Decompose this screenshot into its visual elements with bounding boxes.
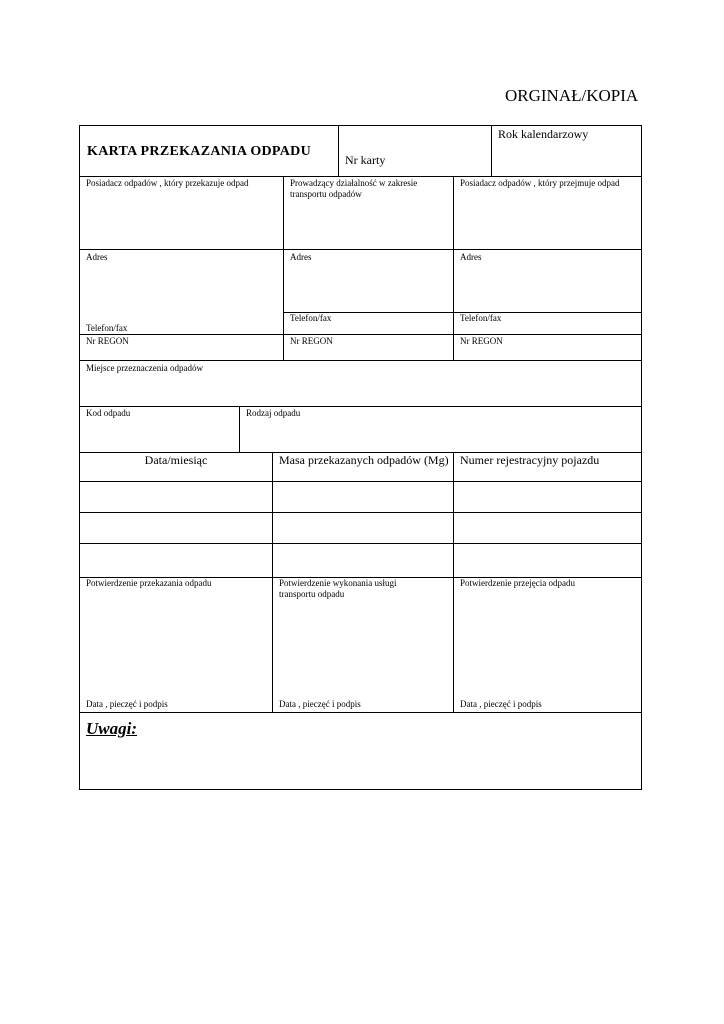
phone-cell-1[interactable] (80, 313, 284, 334)
transporter-label: Prowadzący działalność w zakresie transportu odpadów (290, 178, 418, 199)
waste-type-cell[interactable] (240, 407, 641, 452)
address-label-2: Adres (290, 252, 312, 262)
address-label-3: Adres (460, 252, 482, 262)
transport-sign-label: Data , pieczęć i podpis (279, 699, 361, 709)
holder-transferring-cell[interactable] (80, 177, 284, 249)
transfer-confirmation-cell[interactable] (80, 578, 273, 712)
calendar-year-label: Rok kalendarzowy (498, 127, 589, 141)
table-cell-date[interactable] (80, 544, 273, 577)
regon-row (80, 335, 641, 361)
regon-label-1: Nr REGON (86, 336, 129, 346)
waste-transfer-form (79, 125, 642, 790)
regon-cell-1[interactable] (80, 335, 284, 360)
address-cell-1[interactable] (80, 250, 284, 313)
destination-label: Miejsce przeznaczenia odpadów (86, 363, 203, 373)
table-cell-plate[interactable] (454, 544, 641, 577)
confirmations-row (80, 578, 641, 713)
transport-confirmation-label: Potwierdzenie wykonania usługi transportu odpadu (279, 578, 397, 599)
calendar-year-cell[interactable] (492, 126, 641, 176)
phone-cell-2[interactable] (284, 313, 454, 334)
regon-label-2: Nr REGON (290, 336, 333, 346)
transporter-cell[interactable] (284, 177, 454, 249)
card-number-cell[interactable] (339, 126, 492, 176)
phone-label-1: Telefon/fax (86, 323, 128, 333)
address-cell-2[interactable] (284, 250, 454, 313)
title-cell (80, 126, 339, 176)
form-header-row (80, 126, 641, 177)
phone-row (80, 313, 641, 335)
receipt-confirmation-cell[interactable] (454, 578, 641, 712)
address-row (80, 250, 641, 313)
waste-code-cell[interactable] (80, 407, 240, 452)
transfer-sign-label: Data , pieczęć i podpis (86, 699, 168, 709)
phone-label-3: Telefon/fax (460, 313, 502, 323)
table-cell-plate[interactable] (454, 482, 641, 512)
copy-mark: ORGINAŁ/KOPIA (505, 86, 639, 105)
table-cell-date[interactable] (80, 513, 273, 543)
table-row (80, 544, 641, 578)
mass-header: Masa przekazanych odpadów (Mg) (279, 453, 449, 467)
address-label-1: Adres (86, 252, 108, 262)
table-cell-mass[interactable] (273, 513, 454, 543)
phone-label-2: Telefon/fax (290, 313, 332, 323)
form-title: KARTA PRZEKAZANIA ODPADU (87, 144, 311, 159)
destination-row[interactable] (80, 361, 641, 407)
transport-confirmation-cell[interactable] (273, 578, 454, 712)
holder-transferring-label: Posiadacz odpadów , który przekazuje odpad (86, 178, 249, 188)
transfer-confirmation-label: Potwierdzenie przekazania odpadu (86, 578, 212, 588)
waste-type-label: Rodzaj odpadu (246, 408, 301, 418)
receipt-sign-label: Data , pieczęć i podpis (460, 699, 542, 709)
table-header-row (80, 453, 641, 482)
table-cell-date[interactable] (80, 482, 273, 512)
table-cell-plate[interactable] (454, 513, 641, 543)
phone-cell-3[interactable] (454, 313, 641, 334)
remarks-row[interactable] (80, 713, 641, 789)
regon-cell-2[interactable] (284, 335, 454, 360)
table-header-mass (273, 453, 454, 481)
plate-number-header: Numer rejestracyjny pojazdu (460, 453, 600, 467)
regon-label-3: Nr REGON (460, 336, 503, 346)
table-header-date (80, 453, 273, 481)
parties-row (80, 177, 641, 250)
table-cell-mass[interactable] (273, 482, 454, 512)
remarks-label: Uwagi: (86, 719, 137, 738)
table-header-plate (454, 453, 641, 481)
date-month-header: Data/miesiąc (144, 453, 208, 467)
address-cell-3[interactable] (454, 250, 641, 313)
regon-cell-3[interactable] (454, 335, 641, 360)
waste-code-label: Kod odpadu (86, 408, 131, 418)
table-cell-mass[interactable] (273, 544, 454, 577)
receipt-confirmation-label: Potwierdzenie przejęcia odpadu (460, 578, 575, 588)
waste-row (80, 407, 641, 453)
card-number-label: Nr karty (345, 153, 386, 167)
table-row (80, 513, 641, 544)
holder-receiving-cell[interactable] (454, 177, 641, 249)
holder-receiving-label: Posiadacz odpadów , który przejmuje odpad (460, 178, 620, 188)
table-row (80, 482, 641, 513)
